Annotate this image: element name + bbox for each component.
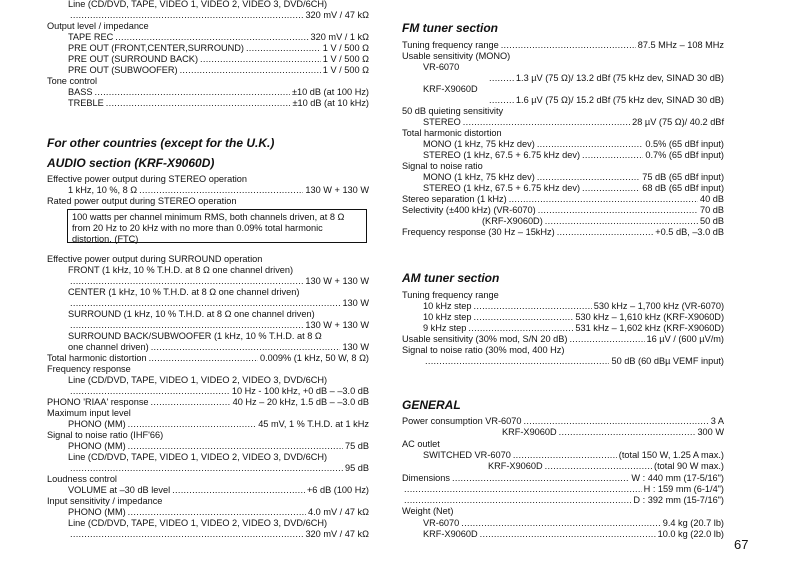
dot-leader (559, 427, 696, 438)
spec-label: Tuning frequency range (402, 290, 499, 300)
heading-general: GENERAL (402, 398, 461, 412)
spec-line (47, 21, 369, 32)
dot-leader (569, 334, 644, 345)
spec-line (402, 323, 724, 334)
spec-label: (KRF-X9060D) (482, 216, 543, 226)
spec-label: Selectivity (±400 kHz) (VR-6070) (402, 205, 536, 215)
spec-line (47, 287, 369, 298)
dot-leader (115, 32, 308, 43)
spec-label: Weight (Net) (402, 506, 454, 517)
spec-line (47, 265, 369, 276)
spec-label: SURROUND BACK/SUBWOOFER (1 kHz, 10 % T.H.D. at 8 Ω (68, 331, 322, 341)
dot-leader (70, 463, 343, 474)
spec-value: 1 V / 500 Ω (322, 54, 369, 64)
spec-label: 10 kHz step (423, 301, 472, 311)
dot-leader (463, 117, 630, 128)
spec-line (47, 174, 369, 185)
spec-line (47, 518, 369, 529)
spec-label: 9 kHz step (423, 323, 467, 333)
spec-line (402, 62, 724, 73)
dot-leader (128, 419, 257, 430)
spec-line (47, 254, 369, 265)
spec-value: +6 dB (100 Hz) (306, 485, 369, 495)
spec-line (47, 342, 369, 353)
spec-value: 50 dB (60 dBµ VEMF input) (611, 356, 724, 366)
spec-line (402, 334, 724, 345)
spec-label: Stereo separation (1 kHz) (402, 194, 507, 204)
dot-leader (557, 227, 654, 238)
spec-line (402, 161, 724, 172)
spec-line (402, 150, 724, 161)
dot-leader (545, 216, 698, 227)
spec-value: 95 dB (344, 463, 369, 473)
spec-value: 1.6 µV (75 Ω)/ 15.2 dBf (75 kHz dev, SINAD 30 dB) (515, 95, 724, 105)
spec-line (47, 43, 369, 54)
spec-label: Usable sensitivity (30% mod, S/N 20 dB) (402, 334, 568, 344)
heading-audio-section: AUDIO section (KRF-X9060D) (47, 156, 215, 170)
spec-value: 531 kHz – 1,602 kHz (KRF-X9060D) (575, 323, 724, 333)
spec-line (402, 73, 724, 84)
spec-label: Effective power output during STEREO operation (47, 174, 248, 184)
spec-value: 87.5 MHz – 108 MHz (637, 40, 724, 50)
spec-label: VR-6070 (423, 517, 460, 528)
spec-label: Line (CD/DVD, TAPE, VIDEO 1, VIDEO 2, VIDEO 3, DVD/6CH) (68, 452, 328, 462)
spec-value: 10 Hz - 100 kHz, +0 dB – –3.0 dB (231, 386, 369, 396)
spec-line (402, 345, 724, 356)
spec-value: 320 mV / 1 kΩ (310, 32, 369, 42)
spec-label: Tuning frequency range (402, 40, 499, 50)
dot-leader (172, 485, 305, 496)
spec-label: Line (CD/DVD, TAPE, VIDEO 1, VIDEO 2, VIDEO 3, DVD/6CH) (68, 375, 328, 385)
spec-line (402, 84, 724, 95)
spec-line (47, 98, 369, 109)
spec-label: CENTER (1 kHz, 10 % T.H.D. at 8 Ω one channel driven) (68, 287, 300, 297)
spec-line (47, 353, 369, 364)
spec-line (402, 529, 724, 540)
dot-leader (128, 507, 306, 518)
spec-line (402, 205, 724, 216)
spec-line (47, 65, 369, 76)
spec-value: ±10 dB (at 10 kHz) (292, 98, 369, 108)
dot-leader (537, 139, 644, 150)
spec-label: KRF-X9060D (423, 84, 478, 94)
spec-value: 16 µV / (600 µV/m) (646, 334, 724, 344)
spec-label: KRF-X9060D (502, 427, 557, 438)
spec-line (47, 375, 369, 386)
spec-line (47, 496, 369, 507)
dot-leader (70, 386, 230, 397)
dot-leader (489, 95, 514, 106)
spec-label: PHONO (MM) (68, 441, 126, 451)
dot-leader (474, 312, 574, 323)
spec-line (47, 185, 369, 196)
dot-leader (480, 529, 656, 540)
spec-value: +0.5 dB, –3.0 dB (655, 227, 724, 237)
dot-leader (404, 495, 631, 506)
spec-value: 10.0 kg (22.0 lb) (657, 529, 724, 539)
spec-line (47, 463, 369, 474)
spec-value: W : 440 mm (17-5/16") (631, 472, 724, 483)
spec-label: Frequency response (30 Hz – 15kHz) (402, 227, 555, 237)
spec-label: KRF-X9060D (488, 461, 543, 472)
spec-label: SWITCHED VR-6070 (423, 449, 511, 460)
spec-line (402, 484, 724, 495)
dot-leader (151, 397, 231, 408)
spec-line (47, 32, 369, 43)
spec-line (402, 356, 724, 367)
dot-leader (513, 450, 617, 461)
spec-line (47, 0, 369, 10)
spec-line (402, 301, 724, 312)
spec-label: 10 kHz step (423, 312, 472, 322)
spec-line (47, 430, 369, 441)
spec-line (47, 408, 369, 419)
spec-value: 1 V / 500 Ω (322, 43, 369, 53)
spec-line (402, 128, 724, 139)
spec-label: Frequency response (47, 364, 131, 374)
dot-leader (95, 87, 290, 98)
spec-label: BASS (68, 87, 93, 97)
spec-label: Dimensions (402, 472, 450, 483)
spec-value: 530 kHz – 1,610 kHz (KRF-X9060D) (575, 312, 724, 322)
spec-label: MONO (1 kHz, 75 kHz dev) (423, 172, 535, 182)
dot-leader (151, 342, 341, 353)
spec-label: PHONO 'RIAA' response (47, 397, 149, 407)
spec-line (402, 518, 724, 529)
dot-leader (70, 276, 303, 287)
spec-line (402, 194, 724, 205)
spec-line (402, 183, 724, 194)
spec-line (47, 452, 369, 463)
spec-line (402, 439, 724, 450)
spec-value: 1.3 µV (75 Ω)/ 13.2 dBf (75 kHz dev, SINAD 30 dB) (515, 73, 724, 83)
spec-label: PRE OUT (SUBWOOFER) (68, 65, 178, 75)
spec-line (47, 529, 369, 540)
spec-line (402, 290, 724, 301)
spec-line (402, 312, 724, 323)
spec-label: Loudness control (47, 474, 117, 484)
dot-leader (468, 323, 573, 334)
spec-label: PHONO (MM) (68, 419, 126, 429)
spec-value: ±10 dB (at 100 Hz) (291, 87, 369, 97)
spec-value: 0.009% (1 kHz, 50 W, 8 Ω) (260, 353, 369, 363)
spec-line (47, 10, 369, 21)
spec-label: 50 dB quieting sensitivity (402, 106, 504, 116)
spec-line (47, 397, 369, 408)
spec-value: 130 W + 130 W (305, 185, 369, 195)
spec-value: 50 dB (699, 216, 724, 226)
spec-line (47, 309, 369, 320)
spec-line (402, 40, 724, 51)
spec-value: (total 90 W max.) (654, 461, 724, 472)
spec-label: Signal to noise ratio (402, 161, 483, 171)
dot-leader (139, 185, 303, 196)
ftc-statement-box: 100 watts per channel minimum RMS, both channels driven, at 8 Ω from 20 Hz to 20 kHz with no more than 0.09% total harmonic distortion. (FTC) (67, 209, 367, 243)
spec-line (402, 139, 724, 150)
dot-leader (106, 98, 291, 109)
spec-label: Effective power output during SURROUND operation (47, 254, 263, 264)
dot-leader (70, 298, 340, 309)
dot-leader (404, 484, 642, 495)
spec-label: Maximum input level (47, 408, 131, 418)
spec-label: STEREO (423, 117, 461, 127)
spec-label: TREBLE (68, 98, 104, 108)
spec-line (47, 507, 369, 518)
heading-other-countries: For other countries (except for the U.K.) (47, 136, 275, 150)
spec-line (47, 87, 369, 98)
dot-leader (545, 461, 652, 472)
spec-line (47, 320, 369, 331)
spec-value: 28 µV (75 Ω)/ 40.2 dBf (632, 117, 724, 127)
spec-value: 130 W (342, 298, 369, 308)
spec-value: 68 dB (65 dBf input) (642, 183, 724, 193)
spec-value: 320 mV / 47 kΩ (305, 10, 369, 20)
spec-label: Total harmonic distortion (402, 128, 502, 138)
spec-label: STEREO (1 kHz, 67.5 + 6.75 kHz dev) (423, 150, 581, 160)
spec-line (402, 461, 724, 472)
dot-leader (149, 353, 258, 364)
spec-value: 4.0 mV / 47 kΩ (308, 507, 369, 517)
spec-label: SURROUND (1 kHz, 10 % T.H.D. at 8 Ω one channel driven) (68, 309, 315, 319)
spec-label: PRE OUT (SURROUND BACK) (68, 54, 198, 64)
spec-line (47, 474, 369, 485)
spec-line (47, 386, 369, 397)
dot-leader (524, 416, 709, 427)
spec-line (47, 485, 369, 496)
spec-label: Signal to noise ratio (IHF'66) (47, 430, 164, 440)
spec-label: FRONT (1 kHz, 10 % T.H.D. at 8 Ω one channel driven) (68, 265, 294, 275)
spec-line (402, 227, 724, 238)
spec-line (47, 441, 369, 452)
spec-value: 70 dB (699, 205, 724, 215)
spec-line (402, 172, 724, 183)
spec-line (402, 51, 724, 62)
spec-line (402, 117, 724, 128)
spec-value: 320 mV / 47 kΩ (305, 529, 369, 539)
spec-label: Line (CD/DVD, TAPE, VIDEO 1, VIDEO 2, VIDEO 3, DVD/6CH) (68, 518, 328, 528)
spec-value: 130 W + 130 W (305, 276, 369, 286)
spec-value: 75 dB (65 dBf input) (642, 172, 724, 182)
heading-fm-tuner: FM tuner section (402, 21, 499, 35)
spec-line (402, 216, 724, 227)
dot-leader (582, 183, 640, 194)
spec-line (402, 506, 724, 517)
spec-value: 300 W (697, 427, 724, 438)
dot-leader (452, 473, 629, 484)
dot-leader (537, 172, 640, 183)
dot-leader (538, 205, 698, 216)
dot-leader (128, 441, 343, 452)
dot-leader (509, 194, 698, 205)
spec-line (47, 276, 369, 287)
spec-label: Total harmonic distortion (47, 353, 147, 363)
spec-line (402, 427, 724, 438)
spec-label: Output level / impedance (47, 21, 149, 31)
spec-value: D : 392 mm (15-7/16") (633, 495, 724, 506)
spec-label: MONO (1 kHz, 75 kHz dev) (423, 139, 535, 149)
spec-label: Rated power output during STEREO operation (47, 196, 237, 206)
dot-leader (70, 10, 303, 21)
spec-line (47, 419, 369, 430)
dot-leader (246, 43, 321, 54)
spec-value: 0.5% (65 dBf input) (645, 139, 724, 149)
dot-leader (70, 529, 303, 540)
page-number: 67 (734, 537, 749, 552)
spec-line (47, 298, 369, 309)
dot-leader (425, 356, 609, 367)
dot-leader (489, 73, 514, 84)
spec-line (402, 106, 724, 117)
heading-am-tuner: AM tuner section (402, 271, 500, 285)
spec-line (47, 196, 369, 207)
spec-value: 9.4 kg (20.7 lb) (662, 517, 724, 528)
spec-label: Signal to noise ratio (30% mod, 400 Hz) (402, 345, 565, 355)
dot-leader (501, 40, 636, 51)
spec-value: 130 W (342, 342, 369, 352)
spec-value: 1 V / 500 Ω (322, 65, 369, 75)
spec-value: 45 mV, 1 % T.H.D. at 1 kHz (258, 419, 369, 429)
spec-label: Tone control (47, 76, 98, 86)
spec-label: Line (CD/DVD, TAPE, VIDEO 1, VIDEO 2, VIDEO 3, DVD/6CH) (68, 0, 328, 9)
spec-label: Power consumption VR-6070 (402, 416, 522, 426)
dot-leader (474, 301, 592, 312)
spec-label: VOLUME at –30 dB level (68, 485, 171, 495)
spec-line (402, 473, 724, 484)
spec-value: 40 Hz – 20 kHz, 1.5 dB – –3.0 dB (232, 397, 369, 407)
spec-value: (total 150 W, 1.25 A max.) (618, 449, 724, 460)
spec-label: PHONO (MM) (68, 507, 126, 517)
spec-label: Usable sensitivity (MONO) (402, 51, 511, 61)
spec-line (47, 331, 369, 342)
spec-line (47, 364, 369, 375)
spec-value: 530 kHz – 1,700 kHz (VR-6070) (593, 301, 724, 311)
spec-label: AC outlet (402, 438, 440, 449)
spec-line (47, 76, 369, 87)
dot-leader (200, 54, 321, 65)
spec-label: STEREO (1 kHz, 67.5 + 6.75 kHz dev) (423, 183, 581, 193)
spec-value: 75 dB (344, 441, 369, 451)
spec-label: one channel driven) (68, 342, 149, 352)
spec-label: TAPE REC (68, 32, 114, 42)
spec-line (402, 95, 724, 106)
spec-value: 40 dB (699, 194, 724, 204)
dot-leader (461, 518, 660, 529)
spec-label: KRF-X9060D (423, 529, 478, 539)
dot-leader (180, 65, 321, 76)
spec-line (402, 450, 724, 461)
spec-line (47, 54, 369, 65)
spec-line (402, 495, 724, 506)
spec-value: 3 A (710, 416, 724, 426)
spec-line (402, 416, 724, 427)
spec-label: 1 kHz, 10 %, 8 Ω (68, 185, 138, 195)
spec-label: PRE OUT (FRONT,CENTER,SURROUND) (68, 43, 244, 53)
spec-value: 0.7% (65 dBf input) (645, 150, 724, 160)
dot-leader (70, 320, 303, 331)
spec-value: 130 W + 130 W (305, 320, 369, 330)
dot-leader (582, 150, 643, 161)
spec-value: H : 159 mm (6-1/4") (643, 483, 724, 494)
spec-label: Input sensitivity / impedance (47, 496, 163, 506)
spec-label: VR-6070 (423, 62, 460, 72)
